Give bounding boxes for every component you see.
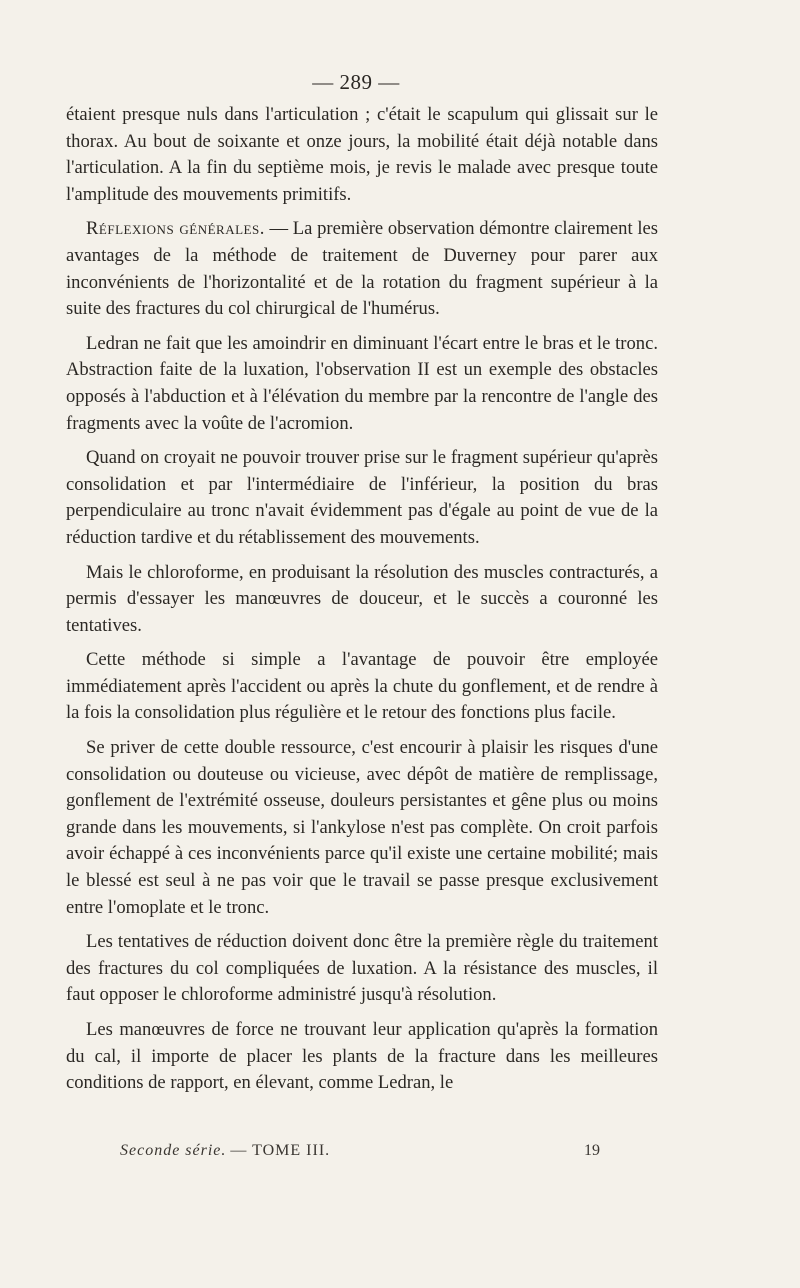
paragraph: Se priver de cette double ressource, c'est encourir à plaisir les risques d'une consolidation ou douteuse ou vicieuse, avec dépôt de matière de remplissage, gonflement de l'extrémité osseuse, douleurs persistantes et gêne plus ou moins grande dans les mouvements, si l'ankylose n'est pas complète. On croit parfois avoir échappé à ces inconvénients parce qu'il existe une certaine mobilité; mais le blessé est seul à ne pas voir que le travail se passe presque exclusivement entre l'omoplate et le tronc.	[66, 737, 658, 918]
page-number: — 289 —	[312, 70, 400, 94]
paragraph: étaient presque nuls dans l'articulation ; c'était le scapulum qui glissait sur le thorax. Au bout de soixante et onze jours, la mobilité était déjà notable dans l'articulation. A la fin du septième mois, je revis le malade avec presque toute l'amplitude des mouvements primitifs.	[66, 104, 658, 205]
section-heading: Réflexions générales.	[86, 218, 265, 240]
paragraph: Ledran ne fait que les amoindrir en diminuant l'écart entre le bras et le tronc. Abstraction faite de la luxation, l'observation II est un exemple des obstacles opposés à l'abduction et à l'élévation du membre par la rencontre de l'angle des fragments avec la voûte de l'acromion.	[66, 332, 658, 434]
paragraph: Quand on croyait ne pouvoir trouver prise sur le fragment supérieur qu'après consolidation et par l'intermédiaire de l'inférieur, la position du bras perpendiculaire au tronc n'avait évidemment pas d'égale au point de vue de la réduction tardive et du rétablissement des mouvements.	[66, 447, 658, 548]
paragraph: Les tentatives de réduction doivent donc être la première règle du traitement des fractures du col compliquées de luxation. A la résistance des muscles, il faut opposer le chloroforme administré jusqu'à résolution.	[66, 931, 658, 1006]
body-text	[66, 102, 658, 1105]
paragraph-text: — La première observation démontre clairement les avantages de la méthode de traitement de Duverney pour parer aux inconvénients de l'horizontalité et de la rotation du fragment supérieur à la suite des fractures du col chirurgical de l'humérus.	[66, 218, 658, 320]
footer-tome: — TOME III.	[230, 1142, 331, 1159]
paragraph	[66, 216, 658, 322]
paragraph: Mais le chloroforme, en produisant la résolution des muscles contracturés, a permis d'essayer les manœuvres de douceur, et le succès a couronné les tentatives.	[66, 561, 658, 636]
footer-signature: 19	[584, 1142, 600, 1159]
paragraph: Cette méthode si simple a l'avantage de pouvoir être employée immédiatement après l'accident ou après la chute du gonflement, et de rendre à la fois la consolidation plus régulière et le retour des fonctions plus facile.	[66, 649, 658, 724]
page-footer	[120, 1142, 600, 1160]
footer-series: Seconde série.	[120, 1142, 227, 1159]
paragraph: Les manœuvres de force ne trouvant leur application qu'après la formation du cal, il importe de placer les plants de la fracture dans les meilleures conditions de rapport, en élevant, comme Ledran, le	[66, 1019, 658, 1094]
